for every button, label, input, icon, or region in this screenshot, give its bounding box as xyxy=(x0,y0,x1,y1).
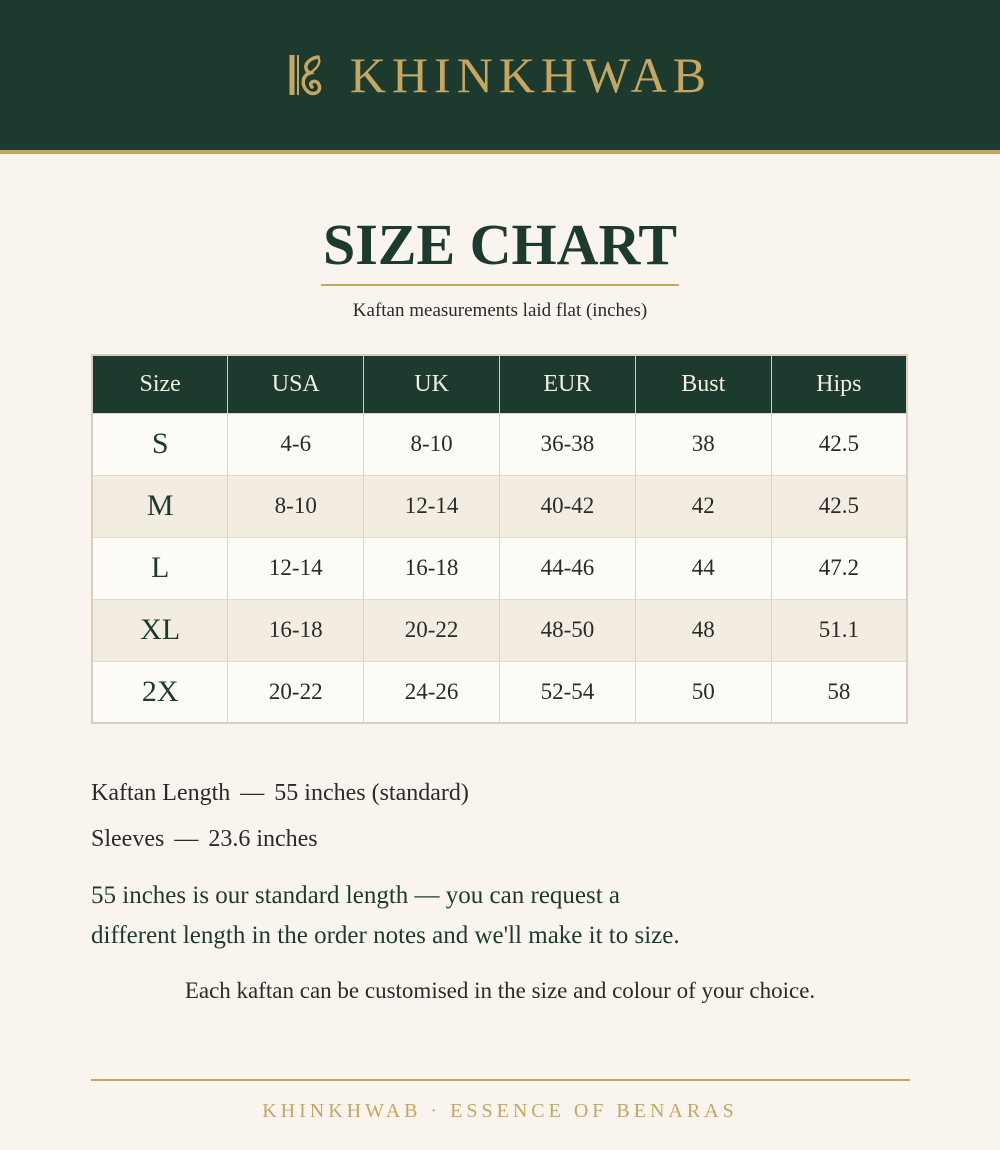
footer-tagline: KHINKHWAB · ESSENCE OF BENARAS xyxy=(262,1100,738,1122)
table-cell: XL xyxy=(92,599,228,661)
title-wrap xyxy=(0,212,1000,286)
table-cell: 58 xyxy=(771,661,907,723)
table-cell: 44-46 xyxy=(499,537,635,599)
table-cell: 8-10 xyxy=(228,475,364,537)
column-header-hips: Hips xyxy=(771,355,907,413)
kaftan-length-value: 55 inches (standard) xyxy=(274,780,469,806)
table-cell: 42 xyxy=(635,475,771,537)
customisation-note: Each kaftan can be customised in the size and colour of your choice. xyxy=(184,978,816,1003)
sleeves-line xyxy=(91,822,469,868)
column-header-eur: EUR xyxy=(499,355,635,413)
length-note xyxy=(91,876,911,956)
table-cell: 48-50 xyxy=(499,599,635,661)
table-row xyxy=(92,413,907,475)
header-banner xyxy=(0,0,1000,150)
column-header-bust: Bust xyxy=(635,355,771,413)
table-cell: 47.2 xyxy=(771,537,907,599)
table-cell: 20-22 xyxy=(228,661,364,723)
kaftan-length-label: Kaftan Length xyxy=(91,780,231,806)
length-note-line-1: 55 inches is our standard length — you can request a xyxy=(91,882,621,909)
table-cell: 8-10 xyxy=(364,413,500,475)
table-row xyxy=(92,599,907,661)
table-cell: 24-26 xyxy=(364,661,500,723)
column-header-uk: UK xyxy=(364,355,500,413)
table-cell: 36-38 xyxy=(499,413,635,475)
table-cell: 16-18 xyxy=(364,537,500,599)
table-cell: 44 xyxy=(635,537,771,599)
table-cell: 51.1 xyxy=(771,599,907,661)
table-cell: 4-6 xyxy=(228,413,364,475)
column-header-size: Size xyxy=(92,355,228,413)
table-cell: 38 xyxy=(635,413,771,475)
length-note-line-2: different length in the order notes and we'll make it to size. xyxy=(91,922,680,949)
table-cell: 42.5 xyxy=(771,475,907,537)
table-header-row xyxy=(92,355,907,413)
table-cell: 16-18 xyxy=(228,599,364,661)
table-cell: 40-42 xyxy=(499,475,635,537)
size-table xyxy=(91,354,908,724)
header-divider xyxy=(0,150,1000,154)
kaftan-length-line xyxy=(91,776,469,822)
paisley-k-logo-icon xyxy=(288,53,324,97)
brand-name: KHINKHWAB xyxy=(349,47,713,103)
table-cell: 2X xyxy=(92,661,228,723)
table-cell: 12-14 xyxy=(228,537,364,599)
footer-divider xyxy=(91,1079,910,1081)
page-subtitle: Kaftan measurements laid flat (inches) xyxy=(352,300,648,321)
table-cell: L xyxy=(92,537,228,599)
table-cell: 42.5 xyxy=(771,413,907,475)
table-cell: 48 xyxy=(635,599,771,661)
table-cell: 12-14 xyxy=(364,475,500,537)
table-cell: 52-54 xyxy=(499,661,635,723)
page-title: SIZE CHART xyxy=(321,212,679,286)
separator: — xyxy=(240,780,265,806)
sleeves-value: 23.6 inches xyxy=(208,826,318,852)
table-cell: M xyxy=(92,475,228,537)
column-header-usa: USA xyxy=(228,355,364,413)
table-row xyxy=(92,661,907,723)
table-row xyxy=(92,537,907,599)
table-cell: S xyxy=(92,413,228,475)
separator: — xyxy=(174,826,199,852)
sleeves-label: Sleeves xyxy=(91,826,165,852)
table-row xyxy=(92,475,907,537)
specs-block xyxy=(91,776,469,868)
table-cell: 50 xyxy=(635,661,771,723)
table-cell: 20-22 xyxy=(364,599,500,661)
brand-lockup xyxy=(288,46,712,104)
